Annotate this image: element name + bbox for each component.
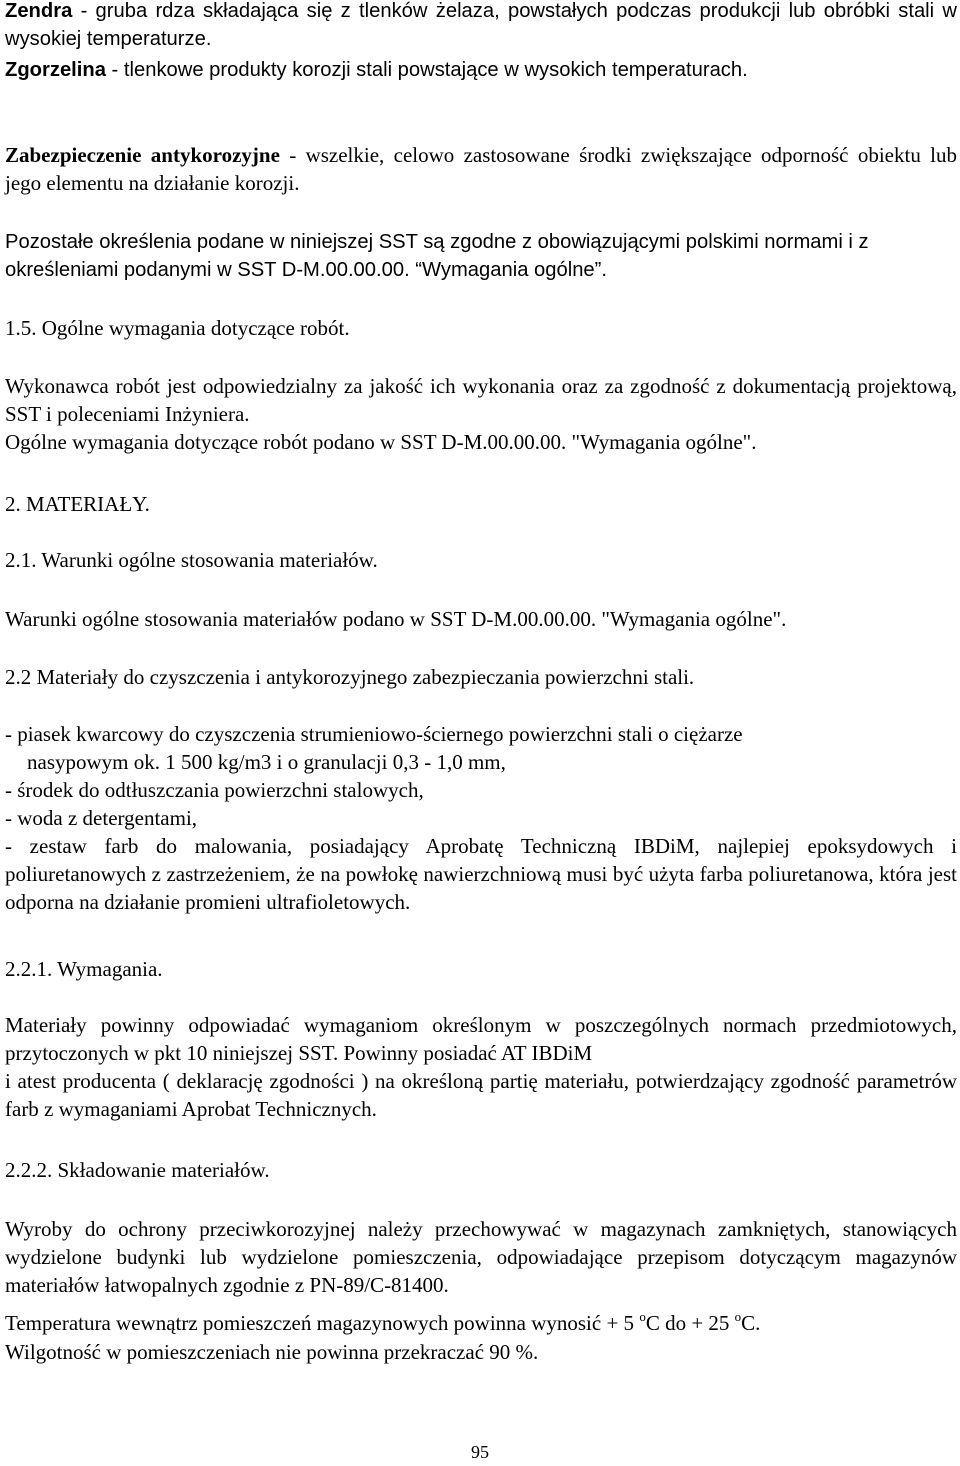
list-item-farby: - zestaw farb do malowania, posiadający Aprobatę Techniczną IBDiM, najlepiej epoksydowych i poliuretanowych z zastrzeżeniem, że na powłokę nawierzchniową musi być użyta farba poliuretanowa, która jest odporna na działanie promieni ultrafioletowych.: [5, 834, 957, 914]
list-item-woda: - woda z detergentami,: [5, 806, 198, 830]
temperature-text-b: C do + 25: [645, 1311, 735, 1335]
paragraph-temperatura: [5, 1309, 957, 1337]
heading-2-materialy: 2. MATERIAŁY.: [5, 492, 150, 516]
paragraph-skladowanie: Wyroby do ochrony przeciwkorozyjnej należy przechowywać w magazynach zamkniętych, stanowiących wydzielone budynki lub wydzielone pomieszczenia, odpowiadające przepisom dotyczącym magazynów materiałów łatwopalnych zgodnie z PN-89/C-81400.: [5, 1217, 957, 1297]
list-item-piasek-line2: nasypowym ok. 1 500 kg/m3 i o granulacji 0,3 - 1,0 mm,: [27, 750, 506, 774]
materials-list: [5, 720, 957, 916]
heading-2-2-1: 2.2.1. Wymagania.: [5, 957, 163, 981]
paragraph-wilgotnosc: Wilgotność w pomieszczeniach nie powinna przekraczać 90 %.: [5, 1340, 539, 1364]
paragraph-wymagania-part1: Materiały powinny odpowiadać wymaganiom określonym w poszczególnych normach przedmiotowych, przytoczonych w pkt 10 niniejszej SST. Powinny posiadać AT IBDiM: [5, 1013, 957, 1065]
term-zabezpieczenie: Zabezpieczenie antykorozyjne: [5, 143, 280, 167]
paragraph-ogolne-wymagania: Ogólne wymagania dotyczące robót podano w SST D-M.00.00.00. "Wymagania ogólne".: [5, 430, 757, 454]
paragraph-wymagania-part2: i atest producenta ( deklarację zgodności ) na określoną partię materiału, potwierdzający zgodność parametrów farb z wymaganiami Aprobat Technicznych.: [5, 1069, 957, 1121]
page-number: 95: [471, 1442, 489, 1462]
term-zgorzelina: Zgorzelina: [5, 59, 106, 81]
list-item-piasek-line1: - piasek kwarcowy do czyszczenia strumieniowo-ściernego powierzchni stali o ciężarze: [5, 722, 743, 746]
paragraph-wymagania: [5, 1011, 957, 1123]
degree-sup-1: o: [639, 1309, 646, 1324]
definition-zendra: [5, 0, 957, 53]
heading-2-1: 2.1. Warunki ogólne stosowania materiałów.: [5, 548, 378, 572]
paragraph-pozostale: Pozostałe określenia podane w niniejszej SST są zgodne z obowiązującymi polskimi normami i z określeniami podanymi w SST D-M.00.00.00. “Wymagania ogólne”.: [5, 231, 869, 281]
paragraph-2-1: Warunki ogólne stosowania materiałów podano w SST D-M.00.00.00. "Wymagania ogólne".: [5, 607, 787, 631]
heading-2-2-2: 2.2.2. Składowanie materiałów.: [5, 1158, 270, 1182]
definition-zgorzelina: [5, 56, 957, 84]
temperature-text-a: Temperatura wewnątrz pomieszczeń magazynowych powinna wynosić + 5: [5, 1311, 640, 1335]
temperature-text-c: C.: [741, 1311, 761, 1335]
list-item-srodek: - środek do odtłuszczania powierzchni stalowych,: [5, 778, 424, 802]
definition-zabezpieczenie: [5, 141, 957, 197]
heading-2-2: 2.2 Materiały do czyszczenia i antykorozyjnego zabezpieczania powierzchni stali.: [5, 665, 695, 689]
definition-zabezpieczenie-text: - wszelkie, celowo zastosowane środki zwiększające odporność obiektu lub jego elementu na działanie korozji.: [5, 143, 957, 195]
term-zendra: Zendra: [5, 0, 73, 22]
degree-sup-2: o: [734, 1309, 742, 1324]
paragraph-wykonawca: Wykonawca robót jest odpowiedzialny za jakość ich wykonania oraz za zgodność z dokumentacją projektową, SST i poleceniami Inżyniera.: [5, 374, 957, 426]
definition-zgorzelina-text: - tlenkowe produkty korozji stali powstające w wysokich temperaturach.: [105, 59, 748, 81]
definition-zendra-text: - gruba rdza składająca się z tlenków żelaza, powstałych podczas produkcji lub obróbki stali w wysokiej temperaturze.: [5, 0, 957, 50]
heading-1-5: 1.5. Ogólne wymagania dotyczące robót.: [5, 316, 350, 340]
